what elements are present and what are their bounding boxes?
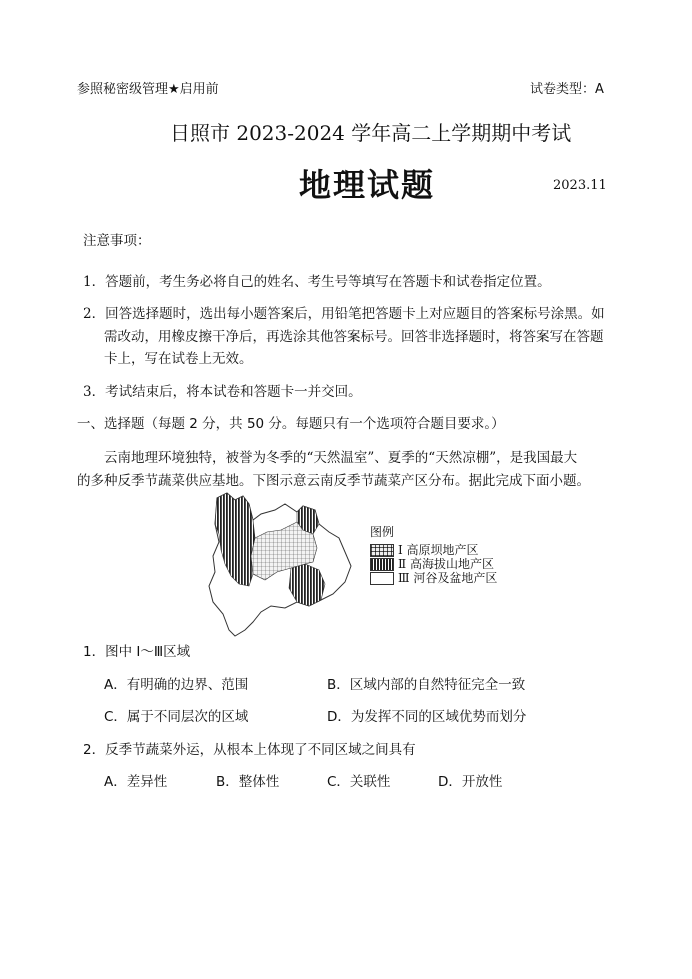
notice-heading: 注意事项： <box>83 233 151 249</box>
question-2-stem: 2．反季节蔬菜外运，从根本上体现了不同区域之间具有 <box>83 742 416 758</box>
section-heading: 一、选择题（每题 2 分，共 50 分。每题只有一个选项符合题目要求。） <box>77 416 505 432</box>
notice-item-3: 3．考试结束后，将本试卷和答题卡一并交回。 <box>83 384 362 400</box>
notice-item-1: 1．答题前，考生务必将自己的姓名、考生号等填写在答题卡和试卷指定位置。 <box>83 274 551 290</box>
intro-line-1: 云南地理环境独特，被誉为冬季的“天然温室”、夏季的“天然凉棚”，是我国最大 <box>104 450 578 466</box>
question-2-option-b: B．整体性 <box>216 774 280 790</box>
question-1-option-d: D．为发挥不同的区域优势而划分 <box>327 709 527 725</box>
intro-line-2: 的多种反季节蔬菜供应基地。下图示意云南反季节蔬菜产区分布。据此完成下面小题。 <box>77 473 590 489</box>
map-legend <box>370 525 497 585</box>
yunnan-map <box>205 490 355 640</box>
legend-label-1: Ⅰ 高原坝地产区 <box>398 543 479 557</box>
grid-pattern-swatch <box>370 544 394 557</box>
legend-item-2 <box>370 557 497 571</box>
legend-item-3 <box>370 571 497 585</box>
blank-pattern-swatch <box>370 572 394 585</box>
exam-date: 2023.11 <box>553 178 607 193</box>
legend-title: 图例 <box>370 525 395 539</box>
map-drawing <box>205 490 355 640</box>
notice-item-2-cont-2: 卡上，写在试卷上无效。 <box>104 351 253 367</box>
legend-label-3: Ⅲ 河谷及盆地产区 <box>398 571 498 585</box>
question-2-option-a: A．差异性 <box>104 774 168 790</box>
question-2-option-c: C．关联性 <box>327 774 391 790</box>
exam-title: 日照市 2023-2024 学年高二上学期期中考试 <box>170 121 572 145</box>
question-2-option-d: D．开放性 <box>438 774 503 790</box>
subject-title: 地理试题 <box>299 166 436 204</box>
notice-item-2-cont-1: 需改动，用橡皮擦干净后，再选涂其他答案标号。回答非选择题时，将答案写在答题 <box>104 329 604 345</box>
legend-label-2: Ⅱ 高海拔山地产区 <box>398 557 494 571</box>
paper-type-label: 试卷类型：A <box>530 82 604 97</box>
question-1-option-a: A．有明确的边界、范围 <box>104 677 249 693</box>
stripe-pattern-swatch <box>370 558 394 571</box>
confidentiality-label: 参照秘密级管理★启用前 <box>77 82 219 97</box>
question-1-option-b: B．区域内部的自然特征完全一致 <box>327 677 526 693</box>
notice-item-2: 2．回答选择题时，选出每小题答案后，用铅笔把答题卡上对应题目的答案标号涂黑。如 <box>83 306 605 322</box>
legend-item-1 <box>370 543 497 557</box>
question-1-stem: 1．图中 Ⅰ～Ⅲ区域 <box>83 644 191 660</box>
question-1-option-c: C．属于不同层次的区域 <box>104 709 249 725</box>
